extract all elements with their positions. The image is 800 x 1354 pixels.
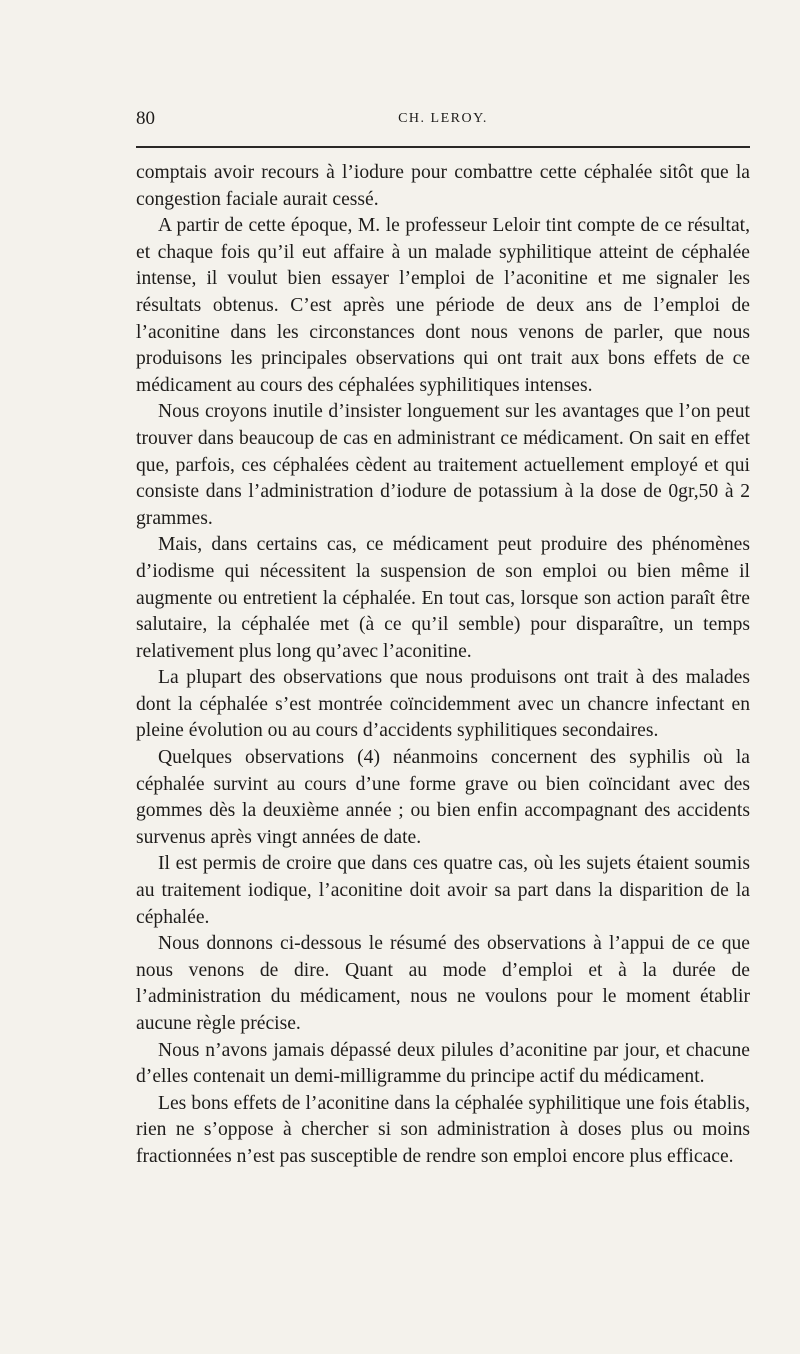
paragraph-1: comptais avoir recours à l’iodure pour combattre cette céphalée sitôt que la congestion faciale aurait cessé.	[136, 162, 750, 210]
paragraph-4: Mais, dans certains cas, ce médicament peut produire des phénomènes d’iodisme qui nécessitent la suspension de son emploi ou bien même il augmente ou entretient la céphalée. En tout cas, lorsque son action paraît être salutaire, la céphalée met (à ce qu’il semble) pour disparaître, un temps relativement plus long qu’avec l’aconitine.	[136, 534, 750, 662]
page-number: 80	[136, 108, 155, 129]
paragraph-2: A partir de cette époque, M. le professeur Leloir tint compte de ce résultat, et chaque fois qu’il eut affaire à un malade syphilitique atteint de céphalée intense, il voulut bien essayer l’emploi de l’aconitine et me signaler les résultats obtenus. C’est après une période de deux ans de l’emploi de l’aconitine dans les circonstances dont nous venons de parler, que nous produisons les principales observations qui ont trait aux bons effets de ce médicament au cours des céphalées syphilitiques intenses.	[136, 215, 750, 396]
paragraph-8: Nous donnons ci-dessous le résumé des observations à l’appui de ce que nous venons de dire. Quant au mode d’emploi et à la durée de l’administration du médicament, nous ne voulons pour le moment établir aucune règle précise.	[136, 933, 750, 1034]
paragraph-9: Nous n’avons jamais dépassé deux pilules d’aconitine par jour, et chacune d’elles contenait un demi-milligramme du principe actif du médicament.	[136, 1039, 750, 1088]
paragraph-7: Il est permis de croire que dans ces quatre cas, où les sujets étaient soumis au traitement iodique, l’aconitine doit avoir sa part dans la disparition de la céphalée.	[136, 853, 750, 928]
paragraph-6: Quelques observations (4) néanmoins concernent des syphilis où la céphalée survint au cours d’une forme grave ou bien coïncidant avec des gommes dès la deuxième année ; ou bien enfin accompagnant des accidents survenus après vingt années de date.	[136, 747, 750, 848]
running-head: CH. LEROY.	[398, 111, 488, 126]
paragraph-5: La plupart des observations que nous produisons ont trait à des malades dont la céphalée s’est montrée coïncidemment avec un chancre infectant en pleine évolution ou au cours d’accidents syphilitiques secondaires.	[136, 667, 750, 742]
paragraph-3: Nous croyons inutile d’insister longuement sur les avantages que l’on peut trouver dans beaucoup de cas en administrant ce médicament. On sait en effet que, parfois, ces céphalées cèdent au traitement actuellement employé et qui consiste dans l’administration d’iodure de potassium à la dose de 0gr,50 à 2 grammes.	[136, 401, 750, 529]
page-header	[136, 108, 750, 138]
header-rule	[136, 146, 750, 148]
paragraph-10: Les bons effets de l’aconitine dans la céphalée syphilitique une fois établis, rien ne s’oppose à chercher si son administration à doses plus ou moins fractionnées n’est pas susceptible de rendre son emploi encore plus efficace.	[136, 1092, 750, 1167]
body-text	[136, 160, 750, 1171]
